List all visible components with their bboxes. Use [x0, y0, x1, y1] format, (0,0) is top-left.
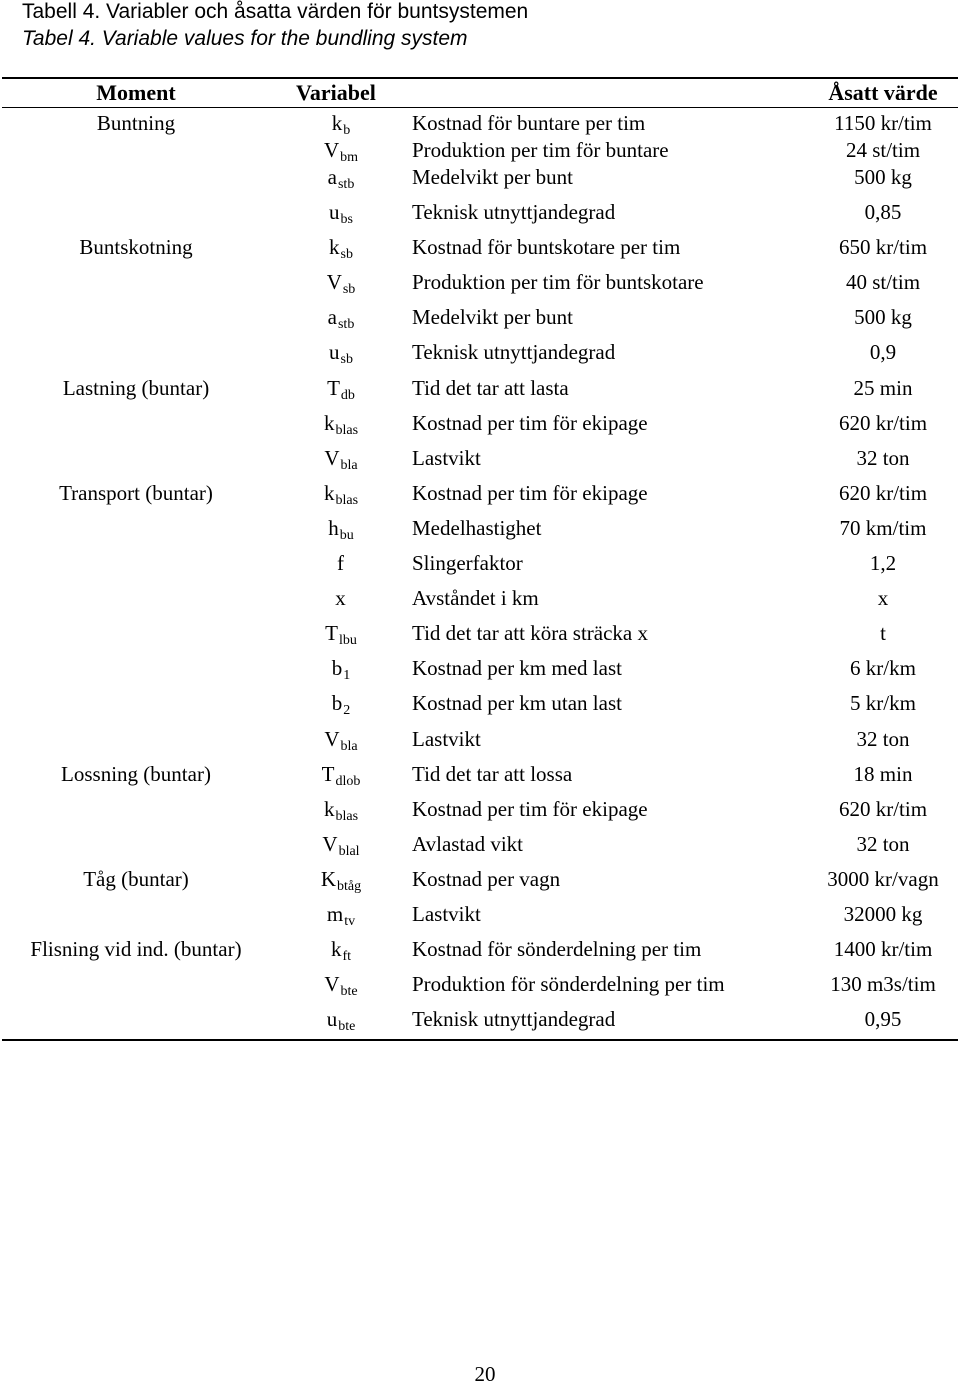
table-row [2, 653, 958, 688]
row-variable-symbol [270, 1004, 412, 1034]
table-row [2, 864, 958, 899]
row-value: 130 m3s/tim [830, 972, 936, 997]
row-variable-symbol [270, 899, 412, 929]
variable-subscript: b [343, 123, 351, 138]
row-variable-symbol [270, 302, 412, 332]
row-description: Produktion för sönderdelning per tim [412, 972, 725, 997]
row-description: Lastvikt [412, 726, 481, 751]
row-value: 620 kr/tim [838, 410, 928, 435]
row-description: Medelhastighet [412, 515, 542, 540]
row-value: 5 kr/km [850, 691, 916, 716]
row-description: Kostnad per tim för ekipage [412, 480, 648, 505]
variable-subscript: blas [335, 422, 359, 438]
row-value: t [880, 621, 886, 646]
variable-base: T [321, 761, 335, 786]
table-row [2, 794, 958, 829]
row-value: 0,95 [864, 1007, 902, 1032]
variable-base: k [323, 480, 335, 505]
variable-base: V [326, 270, 342, 295]
variable-subscript: bm [340, 150, 359, 165]
variable-base: b [331, 691, 343, 716]
row-value: 40 st/tim [845, 270, 921, 295]
variable-base: a [327, 165, 337, 189]
variable-base: T [327, 375, 340, 400]
variable-subscript: sb [340, 247, 353, 263]
row-moment: Buntskotning [79, 235, 193, 260]
variable-base: a [327, 305, 337, 330]
variable-subscript: btåg [337, 878, 362, 894]
row-variable-symbol [270, 267, 412, 297]
variable-base: b [331, 656, 343, 681]
variable-base: V [322, 831, 338, 856]
row-value: 1400 kr/tim [833, 937, 933, 962]
variable-subscript: bte [338, 1019, 356, 1035]
variable-base: x [335, 586, 346, 611]
row-value: 3000 kr/vagn [827, 866, 939, 891]
row-description: Teknisk utnyttjandegrad [412, 200, 616, 225]
table-row [2, 267, 958, 302]
row-variable-symbol [270, 583, 412, 613]
row-description: Kostnad per km med last [412, 656, 622, 681]
row-variable-symbol [270, 548, 412, 578]
row-value: 32 ton [856, 726, 910, 751]
variable-subscript: sb [340, 352, 353, 368]
variable-base: m [326, 901, 344, 926]
row-description: Medelvikt per bunt [412, 305, 573, 330]
table-bottom-rule [2, 1039, 958, 1041]
row-variable-symbol [270, 829, 412, 859]
row-description: Kostnad för sönderdelning per tim [412, 937, 702, 962]
variable-base: f [337, 551, 344, 576]
table-header-row [2, 79, 958, 107]
row-value: 0,85 [864, 200, 902, 225]
table-row [2, 373, 958, 408]
table-row [2, 1004, 958, 1039]
variable-base: k [323, 410, 335, 435]
row-value: 25 min [853, 375, 913, 400]
header-moment: Moment [96, 80, 176, 105]
table-row [2, 478, 958, 513]
row-value: 620 kr/tim [838, 480, 928, 505]
variable-base: k [323, 796, 335, 821]
variable-subscript: bte [340, 984, 358, 1000]
variable-subscript: db [340, 387, 355, 403]
row-variable-symbol [270, 108, 412, 138]
table-row [2, 162, 958, 197]
table-row [2, 688, 958, 723]
table-row [2, 759, 958, 794]
row-variable-symbol [270, 478, 412, 508]
row-description: Lastvikt [412, 445, 481, 470]
row-variable-symbol [270, 408, 412, 438]
table-row [2, 408, 958, 443]
table-row [2, 135, 958, 165]
row-description: Kostnad per km utan last [412, 691, 622, 716]
row-variable-symbol [270, 618, 412, 648]
table-row [2, 969, 958, 1004]
row-moment: Transport (buntar) [59, 480, 213, 505]
row-variable-symbol [270, 653, 412, 683]
variable-subscript: 2 [343, 703, 351, 719]
row-value: 32 ton [856, 445, 910, 470]
variable-base: V [324, 972, 340, 997]
row-description: Lastvikt [412, 901, 481, 926]
row-variable-symbol [270, 724, 412, 754]
table-row [2, 197, 958, 232]
variable-subscript: bla [340, 457, 358, 473]
row-variable-symbol [270, 513, 412, 543]
variable-base: V [324, 445, 340, 470]
variable-subscript: blas [335, 492, 359, 508]
row-value: 70 km/tim [839, 515, 927, 540]
row-variable-symbol [270, 197, 412, 227]
row-description: Medelvikt per bunt [412, 165, 573, 189]
row-value: 24 st/tim [845, 138, 921, 162]
row-moment: Lossning (buntar) [61, 761, 211, 786]
row-description: Kostnad per tim för ekipage [412, 410, 648, 435]
row-value: 0,9 [869, 340, 897, 365]
row-description: Tid det tar att lasta [412, 375, 569, 400]
variables-table [2, 77, 958, 1041]
table-row [2, 513, 958, 548]
variable-base: h [328, 515, 339, 540]
table-caption-swedish: Tabell 4. Variabler och åsatta värden för buntsystemen [22, 0, 529, 23]
row-description: Kostnad för buntskotare per tim [412, 235, 681, 260]
row-description: Teknisk utnyttjandegrad [412, 1007, 616, 1032]
variable-subscript: 1 [343, 668, 351, 684]
table-row [2, 583, 958, 618]
row-value: 32000 kg [843, 901, 923, 926]
row-variable-symbol [270, 443, 412, 473]
variable-base: k [329, 235, 340, 260]
table-row [2, 232, 958, 267]
variable-subscript: blas [335, 808, 359, 824]
row-value: x [877, 586, 889, 611]
row-value: 500 kg [854, 305, 912, 330]
variable-base: u [329, 200, 340, 225]
row-value: 1,2 [869, 551, 897, 576]
row-description: Teknisk utnyttjandegrad [412, 340, 616, 365]
row-description: Avlastad vikt [412, 831, 524, 856]
table-row [2, 899, 958, 934]
row-moment: Buntning [96, 111, 176, 135]
page-number: 20 [474, 1362, 496, 1386]
row-description: Kostnad per tim för ekipage [412, 796, 648, 821]
variable-base: V [324, 726, 340, 751]
variable-subscript: dlob [335, 773, 361, 789]
row-value: 18 min [853, 761, 913, 786]
row-variable-symbol [270, 232, 412, 262]
variable-base: u [329, 340, 340, 365]
variable-subscript: bla [340, 738, 358, 754]
row-value: 1150 kr/tim [834, 111, 932, 135]
table-row [2, 337, 958, 372]
variable-subscript: sb [342, 282, 356, 298]
variable-subscript: bu [339, 527, 354, 543]
table-row [2, 302, 958, 337]
header-variable: Variabel [296, 80, 376, 105]
table-row [2, 724, 958, 759]
row-value: 650 kr/tim [838, 235, 928, 260]
row-variable-symbol [270, 794, 412, 824]
variable-subscript: stb [337, 317, 355, 333]
table-row [2, 443, 958, 478]
row-variable-symbol [270, 135, 412, 165]
variable-base: u [326, 1007, 338, 1032]
variable-base: k [331, 111, 343, 135]
variable-subscript: lbu [338, 633, 357, 649]
row-variable-symbol [270, 162, 412, 192]
table-row [2, 548, 958, 583]
row-variable-symbol [270, 864, 412, 894]
row-description: Kostnad per vagn [412, 866, 561, 891]
row-description: Avståndet i km [412, 586, 539, 611]
row-value: 6 kr/km [850, 656, 916, 681]
variable-base: K [320, 866, 337, 891]
row-description: Produktion per tim för buntare [412, 138, 669, 162]
row-variable-symbol [270, 373, 412, 403]
row-variable-symbol [270, 969, 412, 999]
variable-subscript: stb [337, 177, 355, 192]
variable-base: k [330, 937, 342, 962]
table-row [2, 618, 958, 653]
table-caption-english: Tabel 4. Variable values for the bundling system [22, 27, 468, 50]
table-body [2, 108, 958, 1039]
variable-subscript: ft [342, 949, 352, 965]
row-description: Produktion per tim för buntskotare [412, 270, 704, 295]
variable-subscript: bs [340, 212, 353, 228]
row-moment: Lastning (buntar) [62, 375, 210, 400]
row-description: Slingerfaktor [412, 551, 523, 576]
table-row [2, 108, 958, 138]
row-variable-symbol [270, 759, 412, 789]
row-moment: Flisning vid ind. (buntar) [30, 937, 242, 962]
row-description: Kostnad för buntare per tim [412, 111, 646, 135]
row-variable-symbol [270, 934, 412, 964]
table-row [2, 829, 958, 864]
variable-subscript: blal [338, 843, 360, 859]
variable-subscript: tv [344, 913, 356, 929]
row-value: 620 kr/tim [838, 796, 928, 821]
row-variable-symbol [270, 337, 412, 367]
row-description: Tid det tar att köra sträcka x [412, 621, 648, 646]
row-variable-symbol [270, 688, 412, 718]
table-row [2, 934, 958, 969]
variable-base: T [325, 621, 338, 646]
row-moment: Tåg (buntar) [83, 866, 189, 891]
row-value: 32 ton [856, 831, 910, 856]
row-value: 500 kg [854, 165, 912, 189]
header-value: Åsatt värde [828, 80, 938, 105]
variable-base: V [323, 138, 340, 162]
row-description: Tid det tar att lossa [412, 761, 573, 786]
